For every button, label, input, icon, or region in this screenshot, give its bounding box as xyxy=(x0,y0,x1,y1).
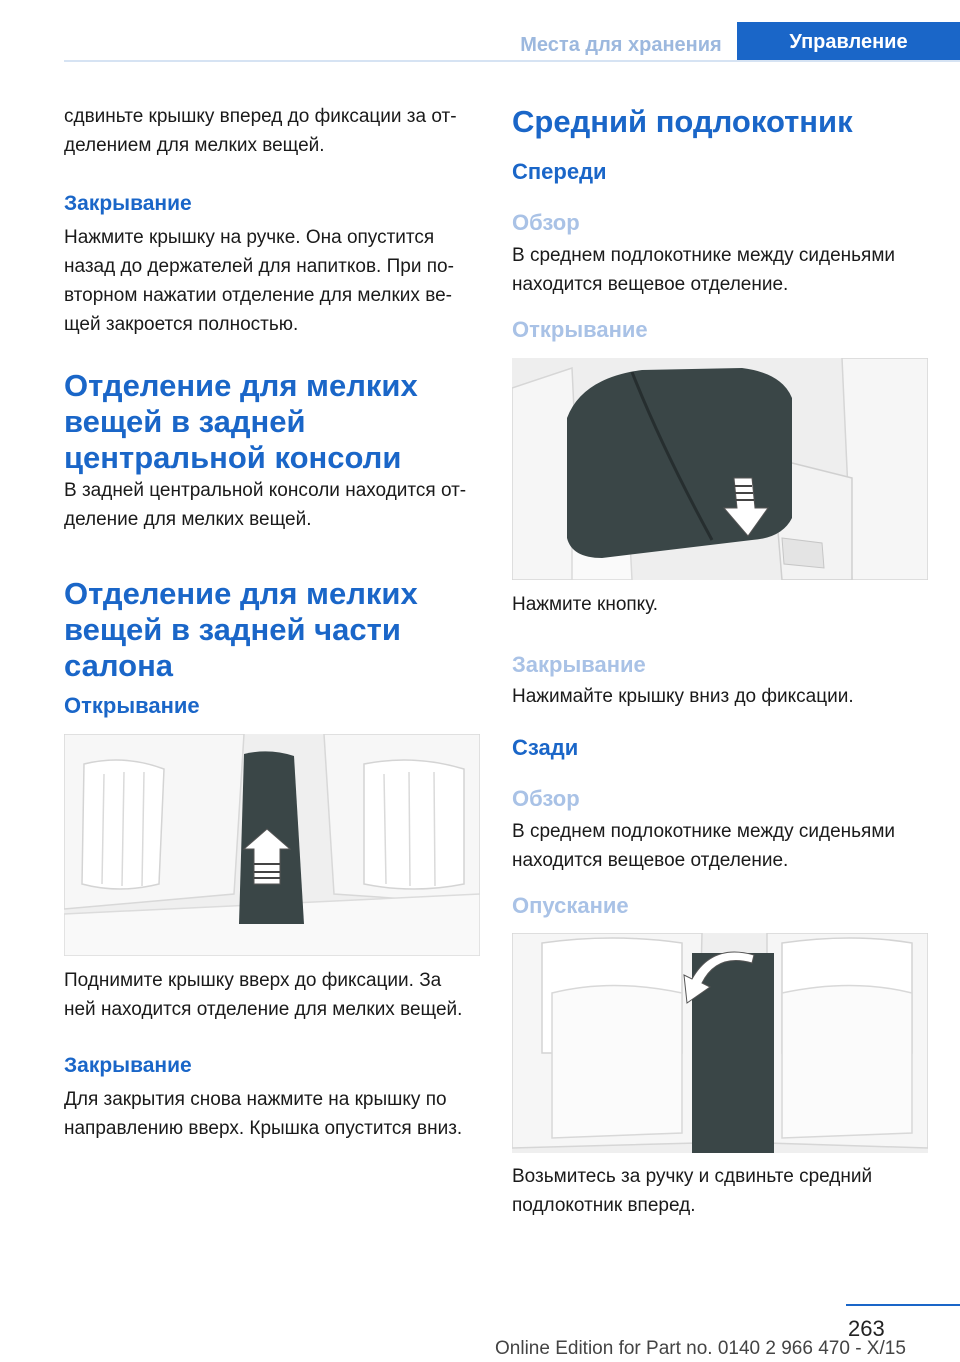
rear-console-heading: Отделение для мелких вещей в задней центральной консоли xyxy=(64,368,418,475)
closing-heading: Закрывание xyxy=(64,192,192,215)
armrest-heading: Средний подлокотник xyxy=(512,104,853,139)
lowering-heading: Опускание xyxy=(512,893,629,918)
closing-heading-2: Закрывание xyxy=(64,1054,192,1077)
rear-armrest-svg xyxy=(512,933,928,1153)
page-number: 263 xyxy=(848,1316,885,1341)
rear-cabin-heading: Отделение для мелких вещей в задней части салона xyxy=(64,576,418,683)
front-closing-text: Нажимайте крышку вниз до фиксации. xyxy=(512,686,854,707)
chapter-tab: Управление xyxy=(737,22,960,62)
front-closing-heading: Закрывание xyxy=(512,652,646,677)
opening-heading: Открывание xyxy=(64,693,200,718)
press-text: Нажмите кнопку. xyxy=(512,594,659,615)
front-armrest-illustration xyxy=(512,358,928,580)
rear-console-text: В задней центральной консоли находится от- деление для мелких вещей. xyxy=(64,480,467,530)
overview-text: В среднем подлокотнике между сиденьями находится вещевое отделение. xyxy=(512,245,896,295)
intro-text: сдвиньте крышку вперед до фиксации за от- делением для мелких вещей. xyxy=(64,106,457,156)
rear-cabin-illustration xyxy=(64,734,480,956)
edition-note: Online Edition for Part no. 0140 2 966 470 - X/15 xyxy=(495,1338,906,1359)
overview-text-2: В среднем подлокотнике между сиденьями находится вещевое отделение. xyxy=(512,821,896,871)
rear-cabin-svg xyxy=(64,734,480,956)
lowering-text: Возьмитесь за ручку и сдвиньте средний подлокотник вперед. xyxy=(512,1166,873,1216)
section-tab: Места для хранения xyxy=(520,33,722,56)
closing-text-2: Для закрытия снова нажмите на крышку по направлению вверх. Крышка опустится вниз. xyxy=(64,1089,463,1139)
rear-armrest-illustration xyxy=(512,933,928,1153)
opening-text: Поднимите крышку вверх до фиксации. За ней находится отделение для мелких вещей. xyxy=(64,970,463,1020)
front-armrest-svg xyxy=(512,358,928,580)
rear-heading: Сзади xyxy=(512,735,579,760)
front-opening-heading: Открывание xyxy=(512,317,648,342)
overview-heading: Обзор xyxy=(512,210,580,235)
footer-rule xyxy=(846,1304,960,1306)
front-heading: Спереди xyxy=(512,159,607,184)
overview-heading-2: Обзор xyxy=(512,786,580,811)
closing-text: Нажмите крышку на ручке. Она опустится назад до держателей для напитков. При по- вторном нажатии отделение для мелких ве- щей закроется полностью. xyxy=(64,227,454,335)
page-header xyxy=(0,0,960,62)
header-rule xyxy=(64,60,960,62)
